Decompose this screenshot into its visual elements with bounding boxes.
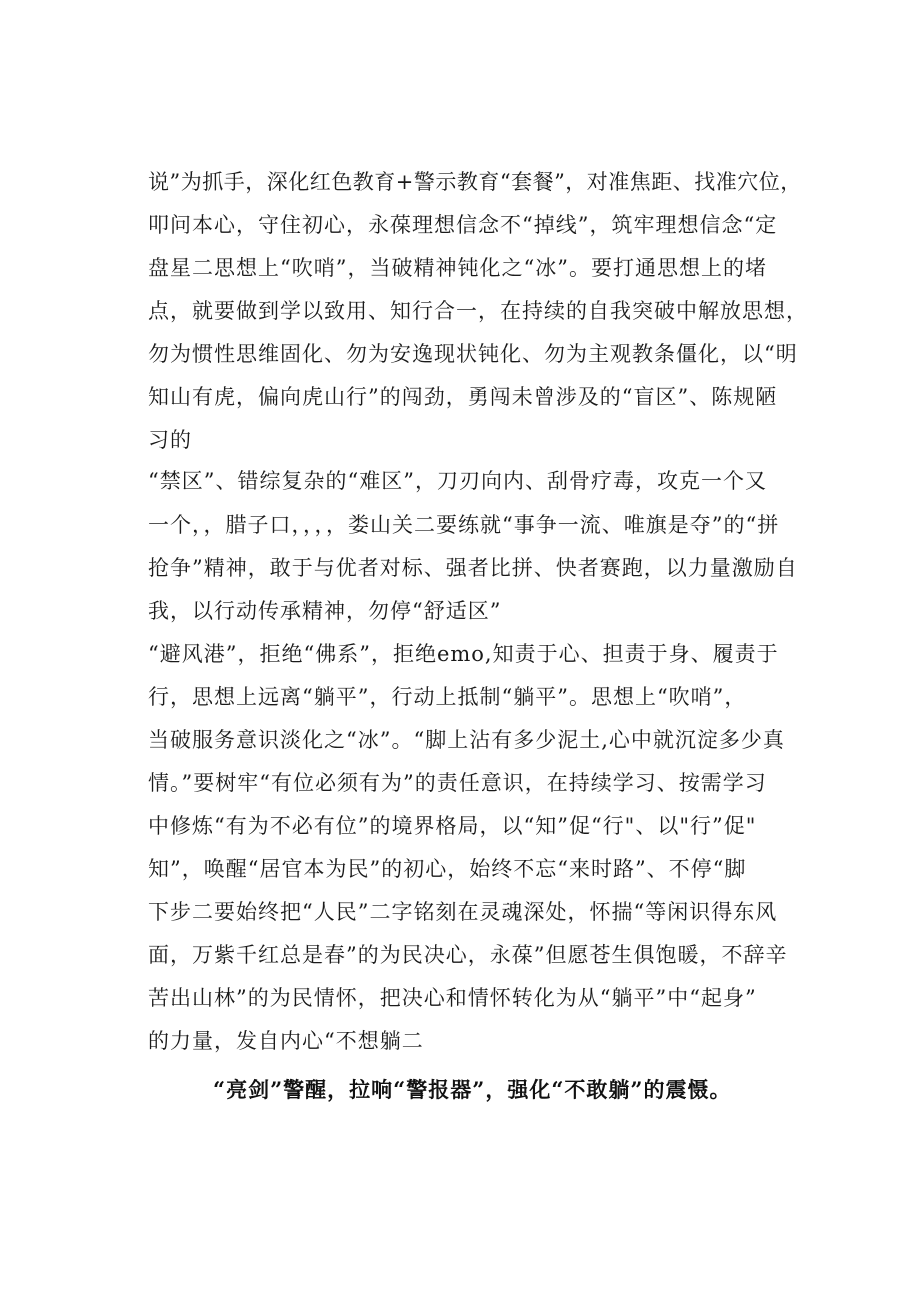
body-text-line: 点，就要做到学以致用、知行合一，在持续的自我突破中解放思想，: [148, 299, 808, 323]
body-text-line: 下步二要始终把“人民”二字铭刻在灵魂深处，怀揣“等闲识得东风: [148, 900, 778, 924]
body-text-line: 勿为惯性思维固化、勿为安逸现状钝化、勿为主观教条僵化，以“明: [148, 342, 798, 366]
body-text-line: 当破服务意识淡化之“冰”。“脚上沾有多少泥土,心中就沉淀多少真: [148, 728, 785, 752]
body-text-line: 盘星二思想上“吹哨”，当破精神钝化之“冰”。要打通思想上的堵: [148, 256, 767, 280]
body-text-line: 叩问本心，守住初心，永葆理想信念不“掉线”，筑牢理想信念“定: [148, 213, 778, 237]
body-text-line: 习的: [148, 428, 192, 452]
section-heading: “亮剑”警醒，拉响“警报器”，强化“不敢躺”的震慑。: [213, 1077, 732, 1102]
body-text-line: 中修炼“有为不必有位”的境界格局，以“知”促“行"、以"行”促": [148, 814, 757, 838]
body-text-line: 说”为抓手，深化红色教育+警示教育“套餐”，对准焦距、找准穴位，: [148, 170, 802, 194]
body-text-line: 一个，，腊子口，，，，娄山关二要练就“事争一流、唯旗是夺”的“拼: [148, 513, 780, 537]
body-text-line: “避风港”，拒绝“佛系”，拒绝emo,知责于心、担责于身、履责于: [148, 642, 779, 666]
body-text-line: 知山有虎，偏向虎山行”的闯劲，勇闯未曾涉及的“盲区”、陈规陋: [148, 385, 778, 409]
body-text-line: 的力量，发自内心“不想躺二: [148, 1029, 424, 1053]
body-text-line: 知”，唤醒“居官本为民”的初心，始终不忘“来时路”、不停“脚: [148, 857, 747, 881]
body-text-line: 抢争”精神，敢于与优者对标、强者比拼、快者赛跑，以力量激励自: [148, 556, 798, 580]
body-text-line: “禁区”、错综复杂的“难区”，刀刃向内、刮骨疗毒，攻克一个又: [148, 469, 767, 493]
body-text-line: 我，以行动传承精神，勿停“舒适区”: [148, 599, 502, 623]
body-text-line: 苦出山林”的为民情怀，把决心和情怀转化为从“躺平”中“起身”: [148, 986, 757, 1010]
body-text-line: 面，万紫千红总是春”的为民决心，永葆”但愿苍生俱饱暖，不辞辛: [148, 943, 788, 967]
body-text-line: 行，思想上远离“躺平”，行动上抵制“躺平”。思想上“吹哨”，: [148, 685, 747, 709]
body-text-line: 情。”要树牢“有位必须有为”的责任意识，在持续学习、按需学习: [148, 771, 767, 795]
